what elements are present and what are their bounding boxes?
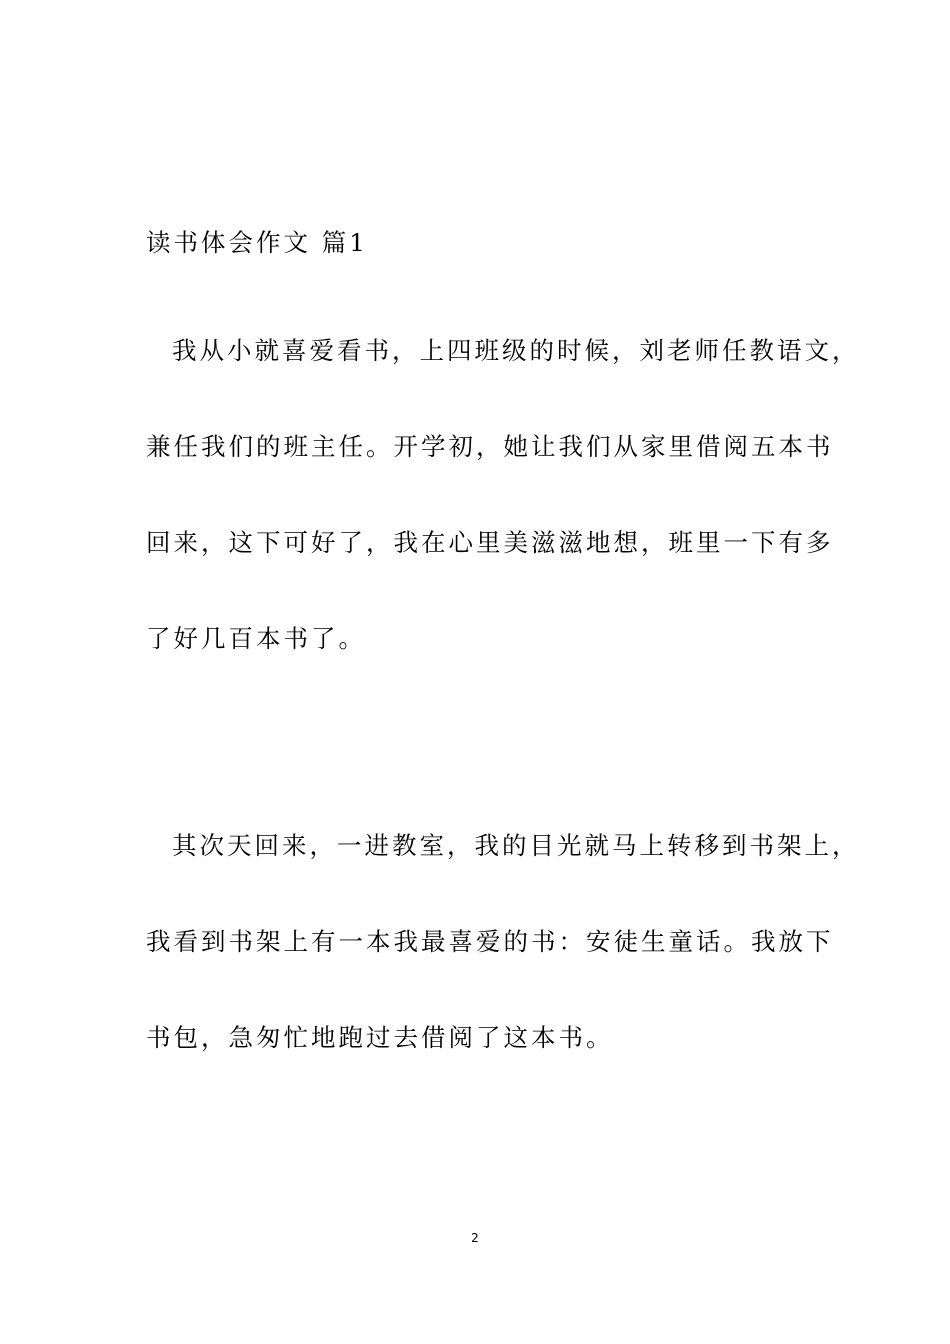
paragraph-line: 其次天回来，一进教室，我的目光就马上转移到书架上，: [172, 831, 860, 860]
section-title: 读书体会作文 篇1: [146, 228, 368, 257]
paragraph-line: 了好几百本书了。: [146, 624, 366, 653]
paragraph-line: 兼任我们的班主任。开学初，她让我们从家里借阅五本书: [146, 432, 834, 461]
paragraph-line: 我看到书架上有一本我最喜爱的书：安徒生童话。我放下: [146, 927, 834, 956]
paragraph-line: 书包，急匆忙地跑过去借阅了这本书。: [146, 1023, 614, 1052]
page-number: 2: [471, 1231, 479, 1245]
paragraph-line: 回来，这下可好了，我在心里美滋滋地想，班里一下有多: [146, 528, 834, 557]
paragraph-line: 我从小就喜爱看书，上四班级的时候，刘老师任教语文，: [172, 336, 860, 365]
